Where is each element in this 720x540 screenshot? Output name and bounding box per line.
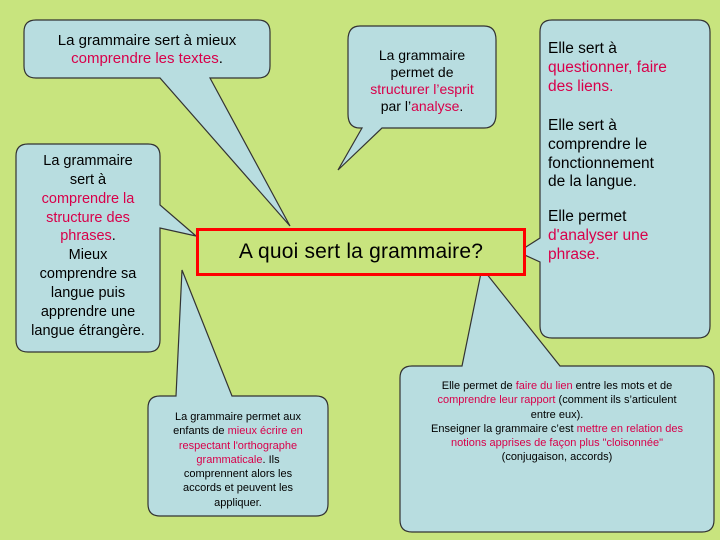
text-line: des liens. xyxy=(548,77,614,95)
text-line: accords et peuvent les xyxy=(182,482,294,495)
text-line: respectant l'orthographe xyxy=(178,439,298,452)
text-line: Elle permet xyxy=(548,208,627,226)
text-line: La grammaire sert à mieux xyxy=(57,32,237,49)
text-fragment: (comment ils s’articulent xyxy=(555,394,677,407)
text-line: apprendre une xyxy=(40,303,136,320)
text-highlight: comprendre les textes xyxy=(71,50,219,68)
bubble-right-text xyxy=(548,40,698,265)
text-line: fonctionnement xyxy=(548,154,654,172)
text-fragment: entre les mots et de xyxy=(572,380,673,392)
bubble-top-middle-text xyxy=(350,47,494,115)
text-line: Mieux xyxy=(68,247,108,264)
text-line: questionner, faire xyxy=(548,58,667,76)
main-title: A quoi sert la grammaire? xyxy=(196,228,526,276)
text-line: La grammaire permet aux xyxy=(175,411,301,423)
text-line: appliquer. xyxy=(214,496,262,509)
text-line: de la langue. xyxy=(548,173,637,191)
text-line: structurer l’esprit xyxy=(370,81,474,98)
text-line xyxy=(350,98,494,115)
text-fragment: . xyxy=(218,50,223,68)
text-highlight: mettre en relation des xyxy=(576,422,683,435)
bubble-left-text xyxy=(18,152,158,340)
text-line: structure des xyxy=(46,209,130,226)
text-line xyxy=(402,393,712,407)
text-line: La grammaire xyxy=(378,47,466,63)
text-highlight: comprendre leur rapport xyxy=(437,394,556,407)
text-highlight: analyse xyxy=(411,98,460,115)
bubble-top-left-text xyxy=(26,32,268,69)
text-line: Elle sert à xyxy=(548,40,617,57)
text-fragment: . xyxy=(459,98,464,115)
text-line xyxy=(402,422,712,436)
text-highlight: mieux écrire en xyxy=(227,425,303,438)
text-highlight: phrases xyxy=(60,228,112,245)
text-line: comprendre le xyxy=(548,135,648,153)
text-line: entre eux). xyxy=(530,408,584,421)
text-line xyxy=(18,227,158,246)
text-fragment: . Ils xyxy=(262,453,280,466)
text-fragment: enfants de xyxy=(173,425,228,438)
text-line xyxy=(26,50,268,68)
bubble-bottom-middle-text xyxy=(150,410,326,510)
text-line xyxy=(402,379,712,393)
text-line: comprendre sa xyxy=(39,266,137,283)
text-highlight: faire du lien xyxy=(515,380,573,392)
text-line: phrase. xyxy=(548,246,600,264)
text-line: sert à xyxy=(69,171,107,188)
text-line: La grammaire xyxy=(43,153,133,169)
text-fragment: par l’ xyxy=(380,98,412,115)
bubble-bottom-right-text xyxy=(402,379,712,465)
text-fragment: . xyxy=(111,228,116,245)
text-fragment: Elle permet de xyxy=(441,380,516,392)
text-line xyxy=(150,453,326,467)
text-line: langue puis xyxy=(50,284,126,301)
text-line: comprennent alors les xyxy=(183,468,293,481)
text-line xyxy=(150,424,326,438)
text-highlight: grammaticale xyxy=(196,453,263,466)
text-line: d'analyser une xyxy=(548,227,649,245)
text-line: notions apprises de façon plus "cloisonnée" xyxy=(450,437,664,450)
text-fragment: Enseigner la grammaire c’est xyxy=(431,422,577,435)
text-line: comprendre la xyxy=(41,190,135,207)
text-line: (conjugaison, accords) xyxy=(501,451,613,464)
text-line: permet de xyxy=(390,64,454,81)
text-line: Elle sert à xyxy=(548,116,617,134)
text-line: langue étrangère. xyxy=(31,322,145,339)
